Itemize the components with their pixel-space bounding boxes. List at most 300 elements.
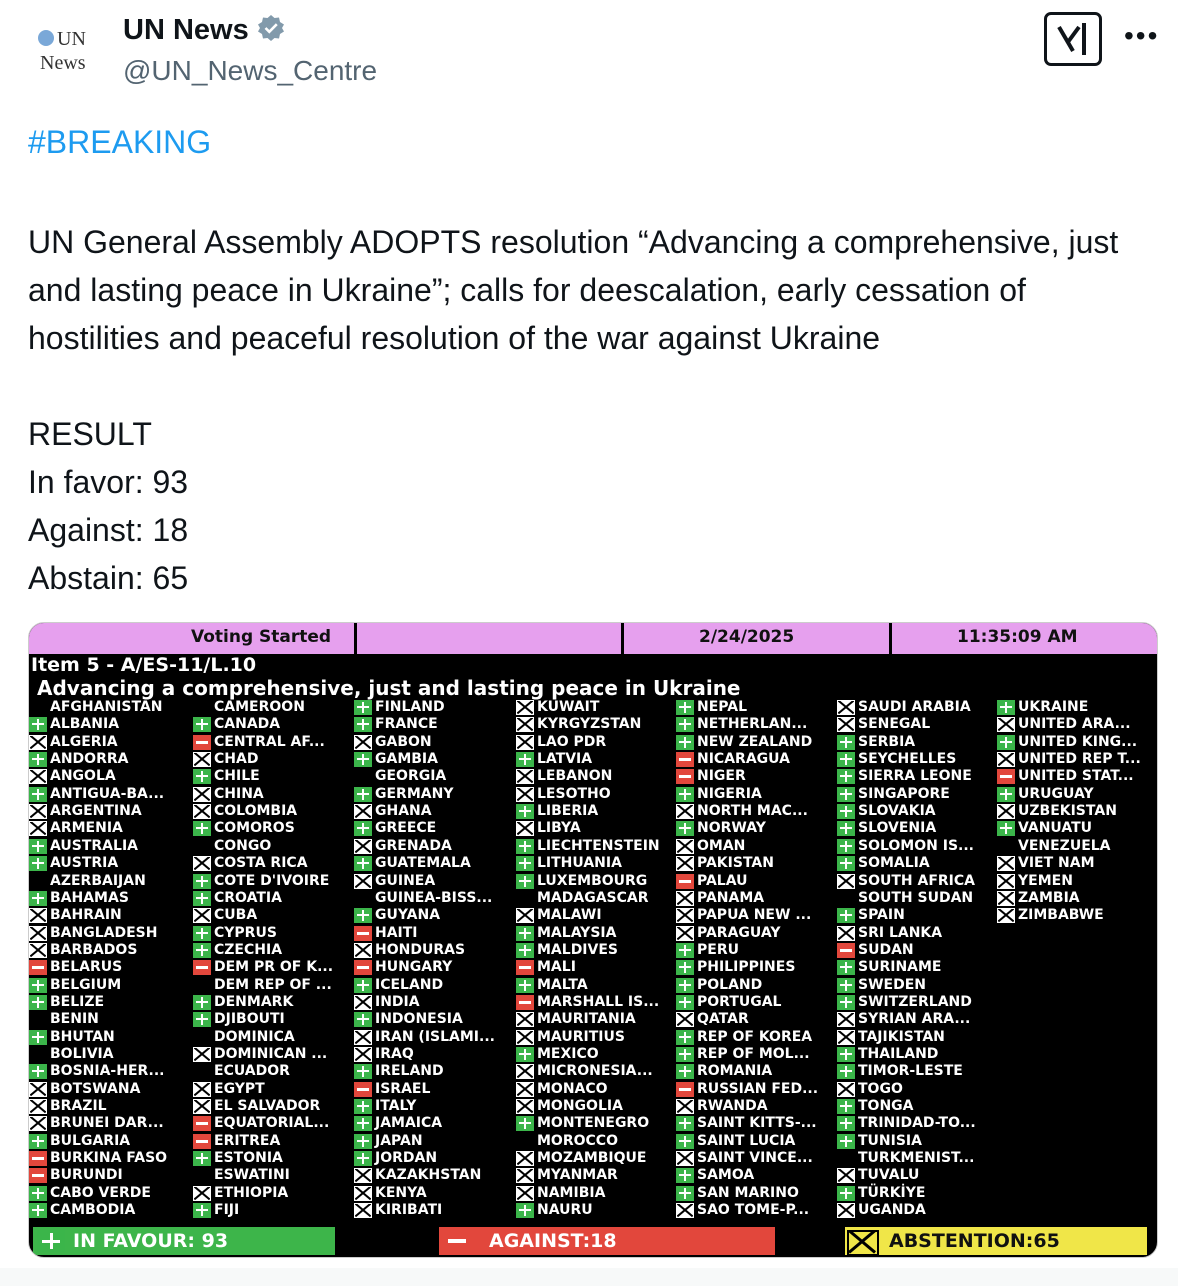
vote-row [676,768,836,785]
country-name: CONGO [214,837,272,854]
vote-row [676,1150,836,1167]
cross-icon [516,821,534,836]
country-name: PERU [697,941,739,958]
country-name: BARBADOS [50,941,138,958]
vote-row [354,1115,514,1132]
country-name: DEM REP OF ... [214,976,332,993]
vote-row [837,1202,997,1219]
vote-row [516,1098,676,1115]
vote-row [354,855,514,872]
vote-row [193,1011,353,1028]
country-name: BOSNIA-HER... [50,1063,165,1080]
plus-icon [354,908,372,923]
country-name: SAUDI ARABIA [858,699,971,715]
vote-row [676,1167,836,1184]
country-name: UNITED KING... [1018,733,1138,750]
country-name: ALBANIA [50,716,120,733]
minus-icon [354,926,372,941]
minus-icon [516,960,534,975]
vote-row [193,786,353,803]
country-name: NIGERIA [697,785,762,802]
cross-icon [837,700,855,715]
vote-row [837,977,997,994]
cross-icon [29,1082,47,1097]
vote-row [516,873,676,890]
vote-row [354,768,514,785]
plus-icon [837,960,855,975]
minus-icon [193,1116,211,1131]
country-name: OMAN [697,837,746,854]
country-name: QATAR [697,1011,749,1028]
cross-icon [354,1186,372,1201]
cross-icon [29,821,47,836]
vote-row [193,768,353,785]
vote-row [516,925,676,942]
vote-row [354,820,514,837]
vote-row [516,855,676,872]
plus-icon [676,1030,694,1045]
vote-row [354,907,514,924]
country-name: MYANMAR [537,1167,618,1184]
cross-icon [354,839,372,854]
cross-icon [29,804,47,819]
country-name: MICRONESIA... [537,1063,653,1080]
result-in-favor: In favor: 93 [28,464,189,500]
country-name: PAKISTAN [697,855,774,872]
vote-row [516,820,676,837]
cross-icon [193,804,211,819]
vote-row [29,959,189,976]
country-name: CAMEROON [214,699,305,715]
plus-icon [29,1030,47,1045]
country-name: UNITED ARA... [1018,716,1131,733]
country-name: DOMINICAN ... [214,1046,328,1062]
vote-row [997,803,1157,820]
cross-icon [516,717,534,732]
un-globe-icon [38,30,54,46]
country-name: FRANCE [375,716,438,733]
plus-icon [837,978,855,993]
plus-icon [837,856,855,871]
country-name: NICARAGUA [697,751,790,768]
cross-icon [193,1047,211,1062]
cross-icon [837,1082,855,1097]
cross-icon [354,804,372,819]
vote-row [516,1202,676,1219]
country-name: SOLOMON IS... [858,837,974,854]
plus-icon [354,717,372,732]
vote-row [676,925,836,942]
country-name: ZIMBABWE [1018,907,1104,924]
country-name: TOGO [858,1080,903,1097]
vote-row [516,1011,676,1028]
cross-icon [516,1012,534,1027]
country-name: ERITREA [214,1132,281,1149]
plus-icon [193,821,211,836]
cross-icon [29,926,47,941]
vote-row [676,838,836,855]
plus-icon [676,960,694,975]
vote-row [193,1202,353,1219]
country-name: GEORGIA [375,768,447,785]
vote-row [354,1046,514,1063]
country-name: MALI [537,959,576,976]
cross-icon [516,1099,534,1114]
country-name: MONGOLIA [537,1098,623,1115]
country-name: SENEGAL [858,716,931,733]
account-handle[interactable]: @UN_News_Centre [123,55,378,86]
vote-row [997,855,1157,872]
vote-row [676,890,836,907]
grok-xai-button[interactable] [1044,12,1102,66]
country-name: BELIZE [50,993,105,1010]
minus-icon [516,995,534,1010]
vote-row [193,977,353,994]
country-name: HAITI [375,924,418,941]
board-item: Item 5 - A/ES-11/L.10 [31,654,257,676]
minus-icon [676,769,694,784]
plus-icon [516,839,534,854]
vote-row [676,977,836,994]
country-name: MONACO [537,1080,608,1097]
account-name-row[interactable] [123,14,285,50]
vote-row [29,699,189,716]
vote-row [354,959,514,976]
country-name: LEBANON [537,768,613,785]
vote-row [193,803,353,820]
country-name: CYPRUS [214,924,277,941]
plus-icon [354,1134,372,1149]
cross-icon [837,926,855,941]
country-name: SAN MARINO [697,1184,799,1201]
plus-icon [354,752,372,767]
country-name: TRINIDAD-TO... [858,1115,976,1132]
country-name: ICELAND [375,976,444,993]
vote-row [354,838,514,855]
country-name: GABON [375,733,432,750]
country-name: EQUATORIAL... [214,1115,330,1132]
cross-icon [516,1168,534,1183]
country-name: SINGAPORE [858,785,950,802]
vote-row [29,855,189,872]
country-name: MALAYSIA [537,924,617,941]
vote-row [516,1185,676,1202]
against-total [439,1227,775,1255]
vote-row [193,1029,353,1046]
vote-row [354,716,514,733]
vote-row [193,1150,353,1167]
country-name: BURKINA FASO [50,1150,168,1167]
country-name: GUINEA-BISS... [375,889,493,906]
cross-icon [193,908,211,923]
country-name: CHAD [214,751,259,768]
vote-row [29,1133,189,1150]
cross-icon [676,926,694,941]
plus-icon [193,1203,211,1218]
plus-icon [354,1012,372,1027]
country-name: LIBERIA [537,803,599,820]
vote-row [676,1115,836,1132]
vote-row [516,1115,676,1132]
country-name: EGYPT [214,1080,265,1097]
vote-row [29,1167,189,1184]
country-name: DOMINICA [214,1028,295,1045]
vote-row [837,786,997,803]
vote-row [193,994,353,1011]
cross-icon [676,804,694,819]
plus-icon [516,943,534,958]
vote-row [997,838,1157,855]
cross-icon [997,804,1015,819]
country-name: UNITED STAT... [1018,768,1134,785]
cross-icon [997,856,1015,871]
country-name: CROATIA [214,889,282,906]
country-name: KUWAIT [537,699,600,715]
minus-icon [354,960,372,975]
plus-icon [29,839,47,854]
plus-icon [837,839,855,854]
country-name: LITHUANIA [537,855,622,872]
country-name: ROMANIA [697,1063,773,1080]
vote-row [837,1133,997,1150]
country-name: NEW ZEALAND [697,733,813,750]
country-name: SLOVAKIA [858,803,936,820]
country-name: PORTUGAL [697,993,782,1010]
country-name: SOUTH SUDAN [858,889,974,906]
country-name: TUNISIA [858,1132,922,1149]
plus-icon [193,1151,211,1166]
plus-icon [837,1116,855,1131]
cross-icon [997,908,1015,923]
vote-row [837,855,997,872]
account-name[interactable]: UN News [123,14,249,46]
plus-icon [837,1134,855,1149]
vote-row [29,1081,189,1098]
country-name: NIGER [697,768,746,785]
cross-icon [676,1099,694,1114]
vote-row [676,1029,836,1046]
country-name: BURUNDI [50,1167,123,1184]
plus-icon [676,700,694,715]
plus-icon [676,1047,694,1062]
vote-row [516,838,676,855]
result-against: Against: 18 [28,512,189,548]
vote-row [997,699,1157,716]
favour-total [33,1227,335,1255]
country-name: AUSTRALIA [50,837,138,854]
vote-row [193,699,353,716]
plus-icon [997,787,1015,802]
plus-icon [29,752,47,767]
cross-icon [193,787,211,802]
cross-icon [516,700,534,715]
vote-row [193,855,353,872]
country-name: MOROCCO [537,1132,618,1149]
account-avatar[interactable] [30,22,106,80]
plus-icon [997,735,1015,750]
country-name: CHILE [214,768,260,785]
country-name: SAINT KITTS-... [697,1115,817,1132]
country-name: HUNGARY [375,959,453,976]
vote-row [837,1185,997,1202]
vote-row [354,1150,514,1167]
vote-row [997,734,1157,751]
plus-icon [516,978,534,993]
country-name: MOZAMBIQUE [537,1150,647,1167]
vote-row [193,1115,353,1132]
vote-row [837,1063,997,1080]
plus-icon [676,978,694,993]
vote-row [676,699,836,716]
vote-row [516,994,676,1011]
country-name: LATVIA [537,751,593,768]
vote-row [354,1202,514,1219]
vote-row [676,751,836,768]
cross-icon [516,787,534,802]
cross-icon [837,1203,855,1218]
vote-row [676,1081,836,1098]
country-name: FINLAND [375,699,445,715]
board-status: Voting Started [191,627,332,647]
country-name: CABO VERDE [50,1184,151,1201]
country-name: BANGLADESH [50,924,158,941]
country-name: MONTENEGRO [537,1115,650,1132]
vote-row [29,820,189,837]
plus-icon [676,1116,694,1131]
country-name: SPAIN [858,907,905,924]
country-name: SEYCHELLES [858,751,957,768]
more-options-icon[interactable]: ••• [1124,20,1160,51]
country-name: PALAU [697,872,748,889]
country-name: IRAN (ISLAMI... [375,1028,495,1045]
country-name: GUYANA [375,907,441,924]
vote-row [837,1167,997,1184]
country-name: NORTH MAC... [697,803,808,820]
minus-icon [997,769,1015,784]
country-name: NEPAL [697,699,748,715]
country-name: INDONESIA [375,1011,463,1028]
abstention-total [845,1227,1147,1255]
vote-row [837,699,997,716]
plus-icon [193,926,211,941]
cross-icon [516,1064,534,1079]
vote-row [193,734,353,751]
vote-row [193,890,353,907]
vote-row [354,699,514,716]
vote-row [837,734,997,751]
country-name: REP OF MOL... [697,1046,810,1062]
country-name: LESOTHO [537,785,611,802]
vote-row [997,768,1157,785]
country-name: PHILIPPINES [697,959,796,976]
vote-row [676,1011,836,1028]
minus-icon [354,1082,372,1097]
country-name: RUSSIAN FED... [697,1080,819,1097]
vote-row [354,1185,514,1202]
plus-icon [193,1012,211,1027]
vote-row [193,1098,353,1115]
vote-row [676,716,836,733]
plus-icon [516,1116,534,1131]
abstention-total-label: ABSTENTION:65 [889,1230,1060,1252]
vote-row [516,942,676,959]
vote-row [676,1185,836,1202]
vote-row [29,716,189,733]
plus-icon [29,1186,47,1201]
cross-icon [676,839,694,854]
country-name: RWANDA [697,1098,768,1115]
country-name: BELARUS [50,959,123,976]
vote-row [516,716,676,733]
hashtag-link[interactable]: #BREAKING [28,124,212,160]
board-title: Advancing a comprehensive, just and lasting peace in Ukraine [37,676,741,700]
vote-row [997,716,1157,733]
vote-row [516,890,676,907]
country-name: BENIN [50,1011,99,1028]
country-name: PAPUA NEW ... [697,907,812,924]
cross-icon [193,856,211,871]
vote-row [29,1202,189,1219]
cross-icon [354,735,372,750]
vote-row [516,1029,676,1046]
vote-row [837,925,997,942]
vote-row [837,768,997,785]
country-name: THAILAND [858,1046,939,1062]
vote-row [837,1150,997,1167]
country-name: GREECE [375,820,437,837]
country-name: LIECHTENSTEIN [537,837,660,854]
country-name: SUDAN [858,941,914,958]
cross-icon [516,769,534,784]
plus-icon [837,1099,855,1114]
country-name: SWEDEN [858,976,926,993]
vote-row [516,751,676,768]
vote-row [354,942,514,959]
voting-board-image[interactable] [28,622,1158,1258]
cross-icon [354,943,372,958]
country-name: TONGA [858,1098,914,1115]
vote-row [837,959,997,976]
vote-row [193,751,353,768]
vote-row [29,977,189,994]
cross-icon [997,752,1015,767]
vote-row [29,1115,189,1132]
plus-icon [29,856,47,871]
cross-icon [29,943,47,958]
vote-row [29,907,189,924]
country-name: UZBEKISTAN [1018,803,1117,820]
plus-icon [516,874,534,889]
plus-icon [837,735,855,750]
vote-row [837,873,997,890]
vote-row [29,1098,189,1115]
country-name: EL SALVADOR [214,1098,321,1115]
country-name: BULGARIA [50,1132,131,1149]
country-name: AUSTRIA [50,855,119,872]
country-name: POLAND [697,976,763,993]
country-name: DENMARK [214,993,294,1010]
vote-row [193,942,353,959]
vote-row [354,751,514,768]
country-name: PARAGUAY [697,924,781,941]
vote-row [516,1167,676,1184]
vote-row [997,820,1157,837]
vote-row [193,1167,353,1184]
cross-icon [676,856,694,871]
plus-icon [676,1064,694,1079]
minus-icon [676,752,694,767]
cross-icon [516,908,534,923]
